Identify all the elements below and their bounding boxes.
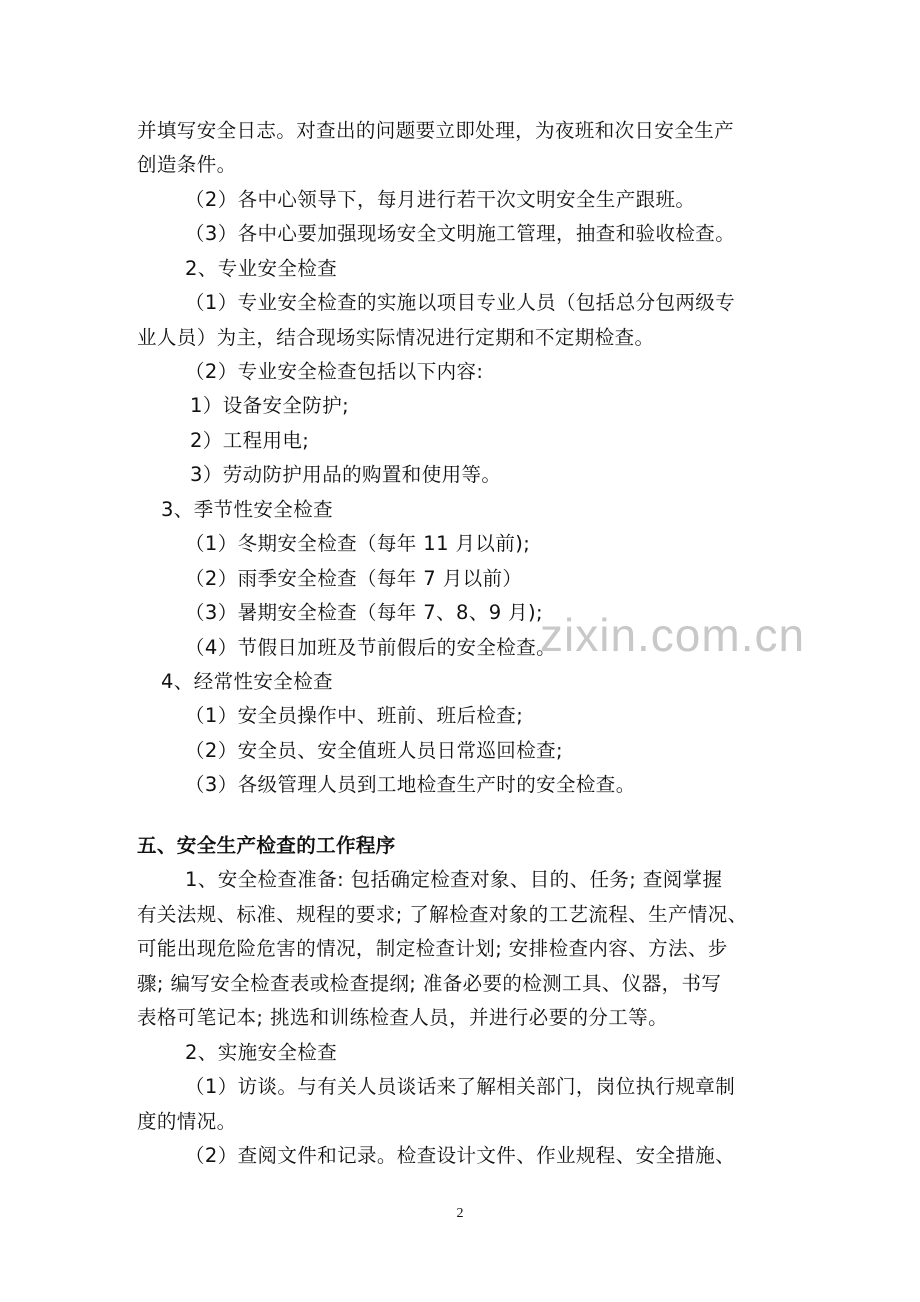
list-item: （4）节假日加班及节前假后的安全检查。 <box>185 636 557 659</box>
body-line: （3）各中心要加强现场安全文明施工管理，抽查和验收检查。 <box>185 222 736 245</box>
list-item: （1）安全员操作中、班前、班后检查; <box>185 704 524 727</box>
list-item: （1）冬期安全检查（每年 11 月以前); <box>185 532 531 555</box>
subsection-heading: 2、专业安全检查 <box>185 257 338 280</box>
list-item: （3）暑期安全检查（每年 7、8、9 月); <box>185 601 544 624</box>
list-item: （3）各级管理人员到工地检查生产时的安全检查。 <box>185 773 636 796</box>
body-line: （1）访谈。与有关人员谈话来了解相关部门，岗位执行规章制 <box>185 1075 736 1098</box>
body-line: 并填写安全日志。对查出的问题要立即处理，为夜班和次日安全生产 <box>137 119 735 142</box>
body-line: 可能出现危险危害的情况，制定检查计划; 安排检查内容、方法、步 <box>137 937 728 960</box>
body-line: 表格可笔记本; 挑选和训练检查人员，并进行必要的分工等。 <box>137 1006 668 1029</box>
list-item: 3）劳动防护用品的购置和使用等。 <box>190 463 502 486</box>
body-line: 骤; 编写安全检查表或检查提纲; 准备必要的检测工具、仪器，书写 <box>137 972 722 995</box>
subsection-heading: 2、实施安全检查 <box>185 1041 338 1064</box>
watermark: zixin.com.cn <box>540 609 806 661</box>
list-item: （2）雨季安全检查（每年 7 月以前） <box>185 567 523 590</box>
subsection-heading: 4、经常性安全检查 <box>161 670 334 693</box>
body-line: 1、安全检查准备: 包括确定检查对象、目的、任务; 查阅掌握 <box>185 868 723 891</box>
page-number: 2 <box>456 1206 464 1221</box>
list-item: （2）安全员、安全值班人员日常巡回检查; <box>185 739 563 762</box>
body-line: 创造条件。 <box>137 153 237 176</box>
body-line: （2）专业安全检查包括以下内容: <box>185 360 484 383</box>
list-item: 2）工程用电; <box>190 429 310 452</box>
body-line: 业人员）为主，结合现场实际情况进行定期和不定期检查。 <box>137 326 655 349</box>
body-line: 度的情况。 <box>137 1110 237 1133</box>
body-line: （2）各中心领导下，每月进行若干次文明安全生产跟班。 <box>185 188 696 211</box>
section-heading: 五、安全生产检查的工作程序 <box>137 834 396 857</box>
body-line: 有关法规、标准、规程的要求; 了解检查对象的工艺流程、生产情况、 <box>137 903 748 926</box>
body-line: （2）查阅文件和记录。检查设计文件、作业规程、安全措施、 <box>185 1144 736 1167</box>
subsection-heading: 3、季节性安全检查 <box>161 498 334 521</box>
body-line: （1）专业安全检查的实施以项目专业人员（包括总分包两级专 <box>185 291 736 314</box>
list-item: 1）设备安全防护; <box>190 394 350 417</box>
